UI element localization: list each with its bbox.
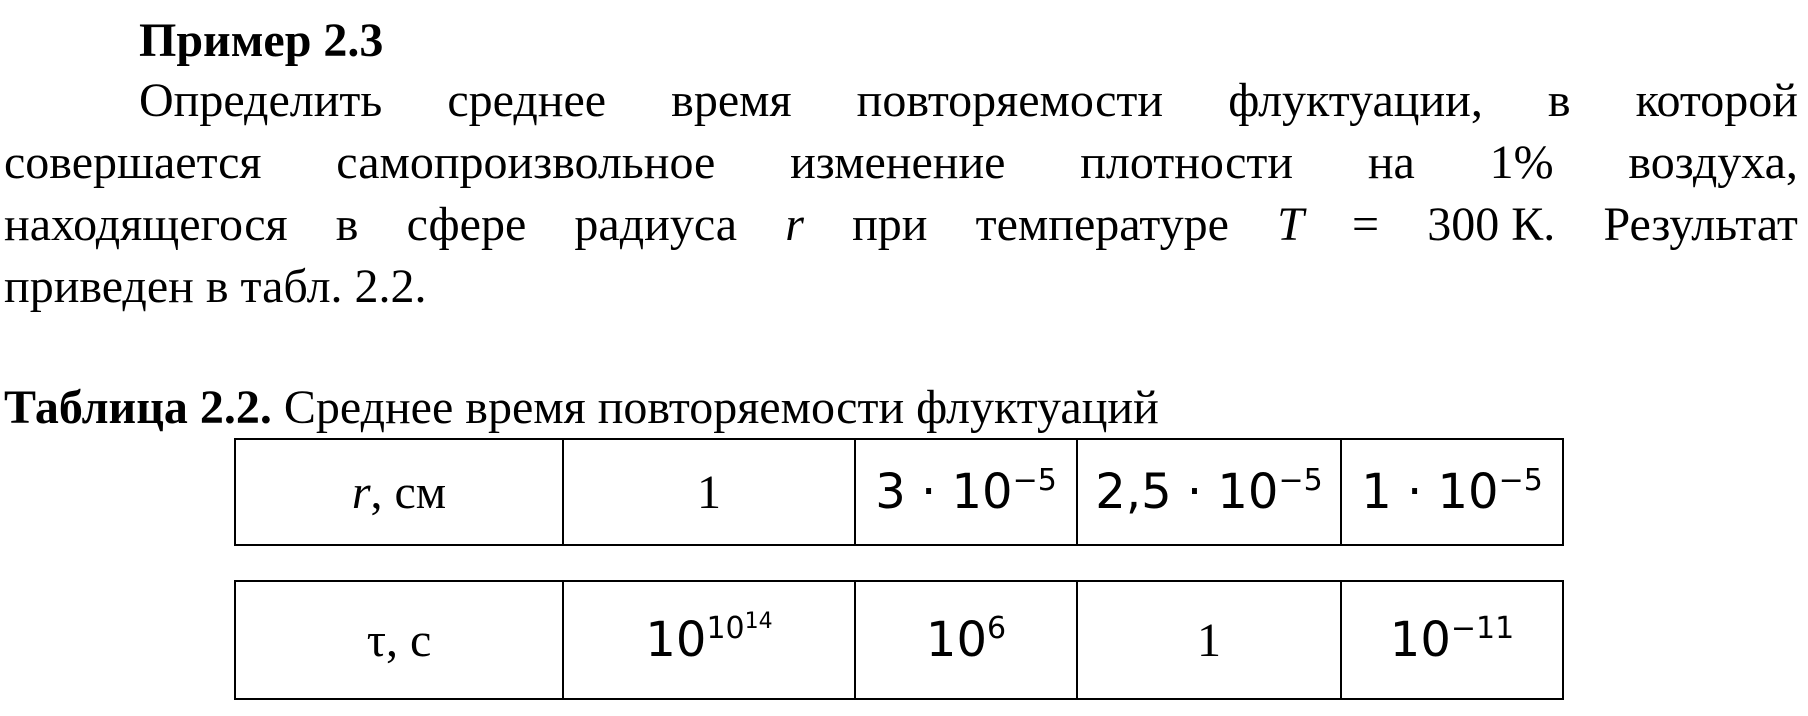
table-cell [1077,581,1341,699]
cell-exponent [706,611,772,646]
word: время [671,74,792,127]
table-cell [1077,439,1341,545]
word: 1% [1489,136,1554,189]
word: температуре [975,198,1229,251]
variable-T: T [1277,198,1304,251]
cell-exponent: 6 [986,611,1007,646]
table-cell [855,581,1077,699]
header-label: τ, с [366,613,432,667]
word: воздуха, [1628,136,1798,189]
word: плотности [1080,136,1294,189]
word: которой [1635,74,1798,127]
word: при [852,198,928,251]
cell-exponent: −5 [1498,463,1543,498]
word: 300 К. [1427,198,1556,251]
table-caption-label: Таблица 2.2. [4,381,272,434]
word: совершается [4,136,262,189]
word: в [1547,74,1571,127]
example-heading: Пример 2.3 [139,14,384,67]
cell-exponent: −5 [1278,463,1323,498]
cell-value: 10 [645,612,707,668]
row-header-time [235,581,563,699]
cell-exponent-power: 14 [744,609,773,634]
table-cell [1341,439,1563,545]
paragraph-line-1 [4,70,1798,132]
cell-value: 2,5 · 10 [1095,464,1279,520]
word: радиуса [574,198,738,251]
cell-value: 10 [925,612,987,668]
word: флуктуации, [1228,74,1483,127]
table-cell [563,581,855,699]
word: Определить [139,74,383,127]
paragraph-last-line: приведен в табл. 2.2. [4,260,427,313]
word: среднее [447,74,607,127]
table-caption-text: Среднее время повторяемости флуктуаций [271,381,1159,434]
problem-paragraph [4,70,1798,318]
table-cell [1341,581,1563,699]
cell-exponent: −5 [1012,463,1057,498]
cell-value: 1 [697,465,721,519]
radius-table-row [234,438,1564,546]
word: в [335,198,359,251]
table-cell [855,439,1077,545]
paragraph-line-2 [4,132,1798,194]
row-header-radius [235,439,563,545]
header-variable: r [351,465,371,519]
word: на [1367,136,1415,189]
table-row [235,439,1563,545]
word: самопроизвольное [336,136,716,189]
variable-r: r [785,198,804,251]
cell-value: 1 · 10 [1361,464,1499,520]
cell-value: 3 · 10 [875,464,1013,520]
table-caption [4,380,1159,436]
time-table-row [234,580,1564,700]
paragraph-line-3 [4,194,1798,256]
cell-value: 10 [1389,612,1451,668]
word: изменение [790,136,1006,189]
cell-exponent: −11 [1450,611,1515,646]
word: Результат [1603,198,1798,251]
table-row [235,581,1563,699]
cell-value: 1 [1197,613,1221,667]
table-cell [563,439,855,545]
paragraph-line-4 [4,256,1798,318]
word: находящегося [4,198,288,251]
word: повторяемости [856,74,1164,127]
header-unit: , см [370,465,447,519]
cell-exponent-base: 10 [706,611,745,646]
word: сфере [406,198,527,251]
word: = [1352,198,1380,251]
